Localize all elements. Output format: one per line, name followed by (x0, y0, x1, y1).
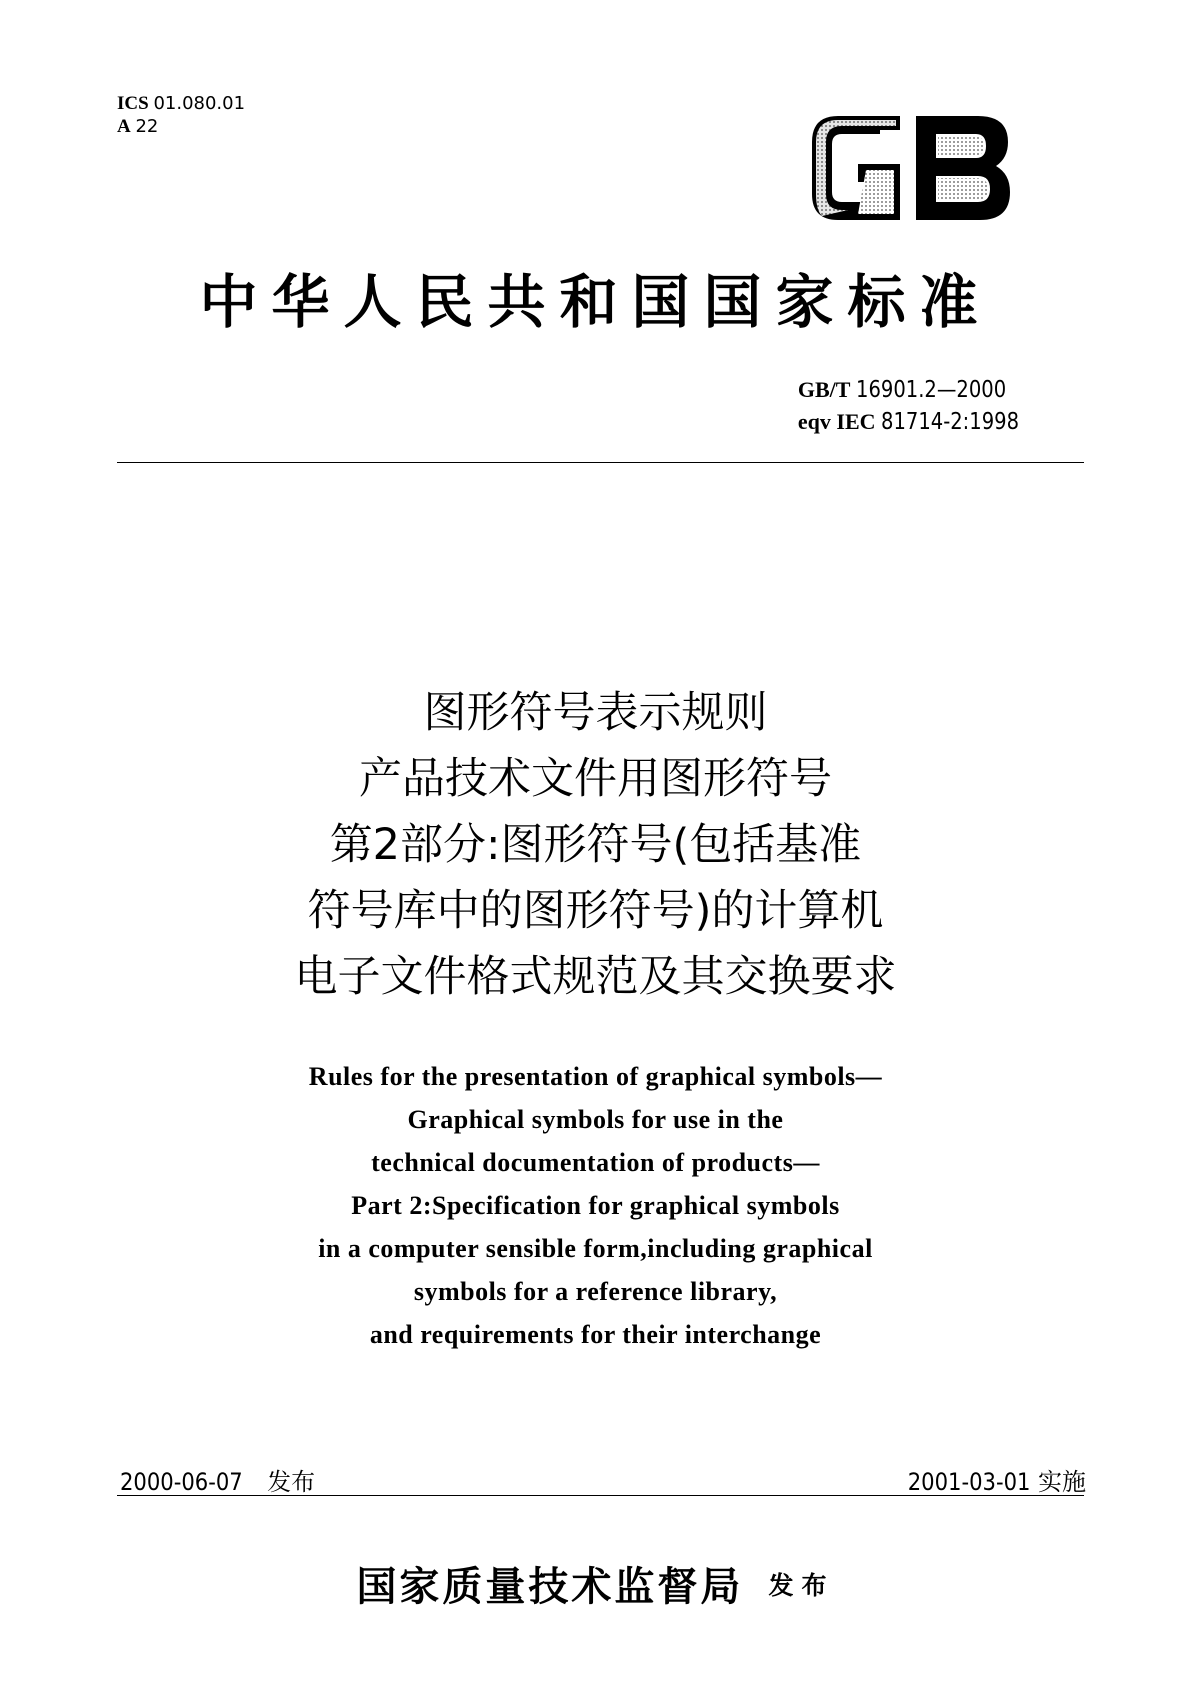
class-value: 22 (135, 116, 159, 137)
bottom-divider (117, 1495, 1084, 1496)
english-title-line: in a computer sensible form,including graphical (318, 1234, 873, 1263)
top-divider (117, 462, 1084, 463)
english-title (0, 1055, 1191, 1356)
chinese-title-line: 第2部分:图形符号(包括基准 (329, 820, 862, 870)
gb-number-row (798, 375, 1043, 407)
eqv-number-row (798, 407, 1043, 439)
gb-number: 16901.2—2000 (855, 377, 1006, 403)
standard-number-block (798, 375, 1043, 439)
ics-code-row (117, 92, 245, 115)
class-code-row (117, 115, 245, 138)
classification-codes (117, 92, 245, 138)
publisher-organization: 国家质量技术监督局 (356, 1563, 744, 1610)
eqv-label: eqv IEC (797, 409, 876, 434)
chinese-title-line: 电子文件格式规范及其交换要求 (294, 952, 897, 1002)
ics-label: ICS (117, 93, 149, 114)
ics-value: 01.080.01 (153, 93, 246, 114)
issue-date: 2000-06-07 (120, 1468, 243, 1496)
publisher-line (0, 1555, 1191, 1612)
english-title-line: Graphical symbols for use in the (407, 1105, 784, 1134)
effective-date-block (891, 1462, 1086, 1497)
chinese-title-line: 图形符号表示规则 (423, 688, 768, 738)
chinese-title-line: 产品技术文件用图形符号 (359, 754, 832, 804)
publisher-action: 发布 (768, 1571, 835, 1600)
eqv-number: 81714-2:1998 (880, 409, 1019, 435)
gb-label: GB/T (797, 377, 851, 402)
gb-logo (808, 112, 1013, 224)
issue-date-block (120, 1462, 315, 1497)
class-label: A (117, 116, 131, 137)
chinese-title-line: 符号库中的图形符号)的计算机 (307, 886, 884, 936)
national-standard-heading: 中华人民共和国国家标准 (199, 268, 992, 336)
english-title-line: Part 2:Specification for graphical symbols (351, 1191, 840, 1220)
english-title-line: and requirements for their interchange (369, 1320, 822, 1349)
english-title-line: Rules for the presentation of graphical symbols— (308, 1062, 883, 1091)
effective-label: 实施 (1038, 1468, 1086, 1496)
english-title-line: symbols for a reference library, (413, 1277, 778, 1306)
effective-date: 2001-03-01 (907, 1468, 1031, 1496)
english-title-line: technical documentation of products— (371, 1148, 820, 1177)
chinese-title (0, 680, 1191, 1010)
issue-label: 发布 (267, 1468, 316, 1496)
